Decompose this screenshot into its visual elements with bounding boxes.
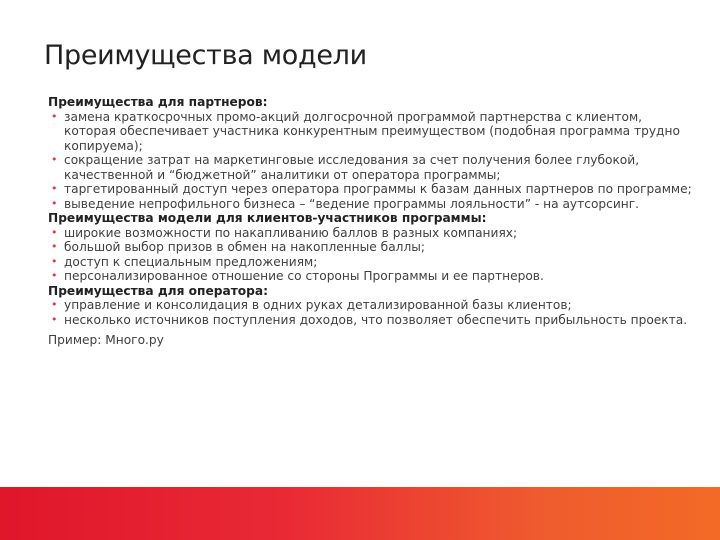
list-item: • персонализированное отношение со стороны Программы и ее партнеров. bbox=[51, 269, 544, 283]
slide-content bbox=[48, 95, 696, 348]
section-partners bbox=[48, 95, 696, 211]
bullet-icon: • bbox=[51, 269, 58, 282]
list-item: • доступ к специальным предложениям; bbox=[51, 254, 318, 269]
example-text: Пример: Много.ру bbox=[48, 333, 164, 347]
bottom-decorative-band bbox=[0, 487, 720, 540]
slide-title: Преимущества модели bbox=[44, 40, 367, 71]
section-heading: Преимущества для партнеров: bbox=[48, 95, 268, 109]
list-item: • сокращение затрат на маркетинговые исследования за счет получения более глубокой, качественной и “бюджетной” аналитики от оператора программы; bbox=[51, 153, 640, 182]
bullet-icon: • bbox=[51, 298, 58, 311]
bullet-icon: • bbox=[51, 312, 58, 326]
bullet-icon: • bbox=[51, 240, 58, 253]
list-item: • широкие возможности по накапливанию баллов в разных компаниях; bbox=[51, 225, 518, 240]
section-heading: Преимущества модели для клиентов-участников программы: bbox=[48, 211, 487, 225]
bullet-icon: • bbox=[51, 196, 58, 210]
bullet-icon: • bbox=[51, 225, 58, 239]
bullet-icon: • bbox=[51, 153, 58, 166]
section-heading: Преимущества для оператора: bbox=[48, 283, 268, 298]
section-clients bbox=[48, 211, 696, 284]
section-operator bbox=[48, 284, 696, 328]
bullet-icon: • bbox=[51, 182, 58, 195]
list-item: • выведение непрофильного бизнеса – “ведение программы лояльности” - на аутсорсинг. bbox=[51, 196, 640, 211]
list-item: • таргетированный доступ через оператора программы к базам данных партнеров по программе; bbox=[51, 182, 692, 196]
list-item: • большой выбор призов в обмен на накопленные баллы; bbox=[51, 240, 425, 254]
list-item: • несколько источников поступления доходов, что позволяет обеспечить прибыльность проекта. bbox=[51, 312, 688, 327]
list-item: • управление и консолидация в одних руках детализированной базы клиентов; bbox=[51, 298, 572, 312]
list-item: • замена краткосрочных промо-акций долгосрочной программой партнерства с клиентом, которая обеспечивает участника конкурентным преимуществом (подобная программа трудно копируема); bbox=[51, 109, 680, 153]
bullet-icon: • bbox=[51, 109, 58, 123]
bullet-icon: • bbox=[51, 254, 58, 268]
